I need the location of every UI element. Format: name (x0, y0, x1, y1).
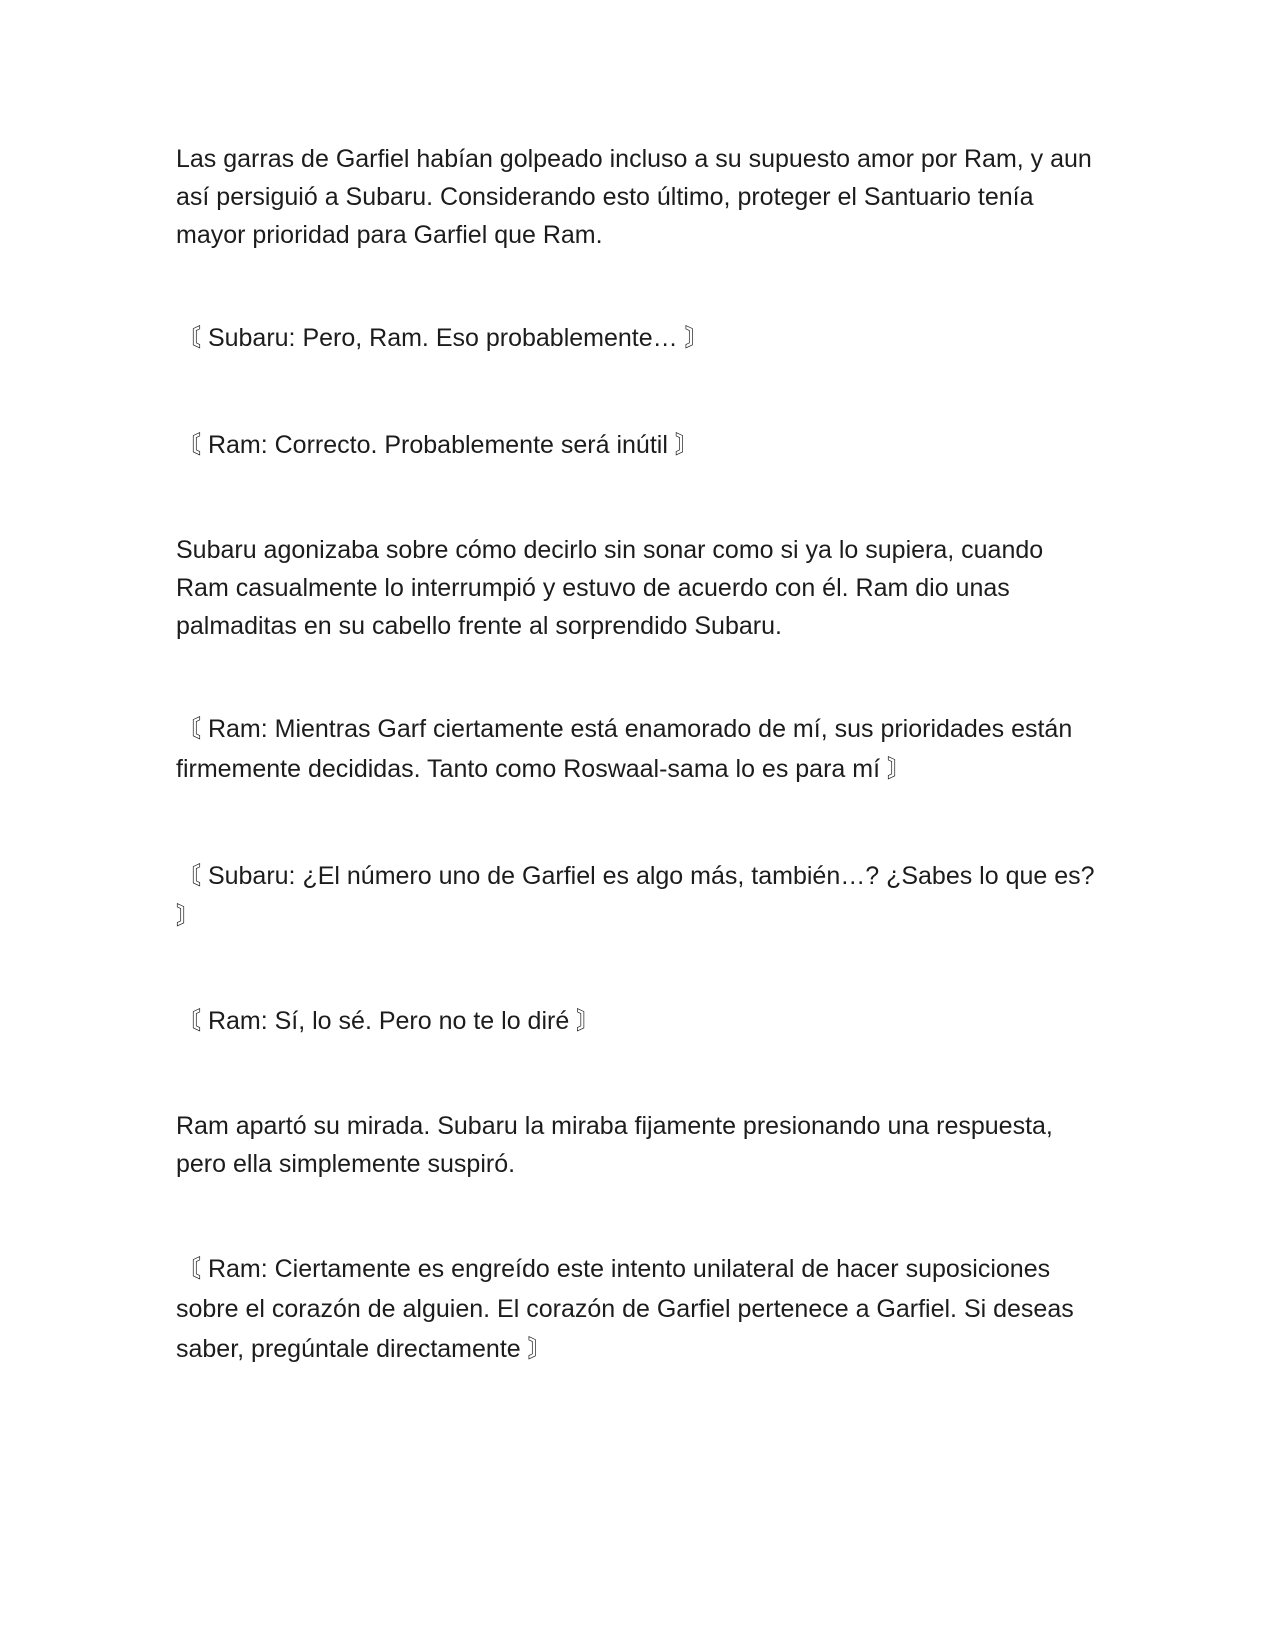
dialogue-ram-3: 〘 Ram: Sí, lo sé. Pero no te lo diré 〙 (176, 1007, 602, 1035)
dialogue-ram-2: 〘 Ram: Mientras Garf ciertamente está enamorado de mí, sus prioridades están firmemente decididas. Tanto como Roswaal-sama lo es para mí 〙 (176, 715, 1073, 783)
dialogue-subaru-2: 〘 Subaru: ¿El número uno de Garfiel es algo más, también…? ¿Sabes lo que es? 〙 (176, 862, 1095, 930)
dialogue-ram-4: 〘 Ram: Ciertamente es engreído este intento unilateral de hacer suposiciones sobre el corazón de alguien. El corazón de Garfiel pertenece a Garfiel. Si deseas saber, pregúntale directamente 〙 (176, 1255, 1074, 1363)
dialogue-subaru-1: 〘 Subaru: Pero, Ram. Eso probablemente… 〙 (176, 324, 710, 352)
paragraph-narration-2: Subaru agonizaba sobre cómo decirlo sin sonar como si ya lo supiera, cuando Ram casualmente lo interrumpió y estuvo de acuerdo con él. Ram dio unas palmaditas en su cabello frente al sorprendido Subaru. (176, 536, 1044, 640)
dialogue-ram-1: 〘 Ram: Correcto. Probablemente será inútil 〙 (176, 431, 700, 459)
paragraph-narration-3: Ram apartó su mirada. Subaru la miraba fijamente presionando una respuesta, pero ella simplemente suspiró. (176, 1112, 1053, 1178)
paragraph-narration-1: Las garras de Garfiel habían golpeado incluso a su supuesto amor por Ram, y aun así persiguió a Subaru. Considerando esto último, proteger el Santuario tenía mayor prioridad para Garfiel que Ram. (176, 145, 1092, 249)
